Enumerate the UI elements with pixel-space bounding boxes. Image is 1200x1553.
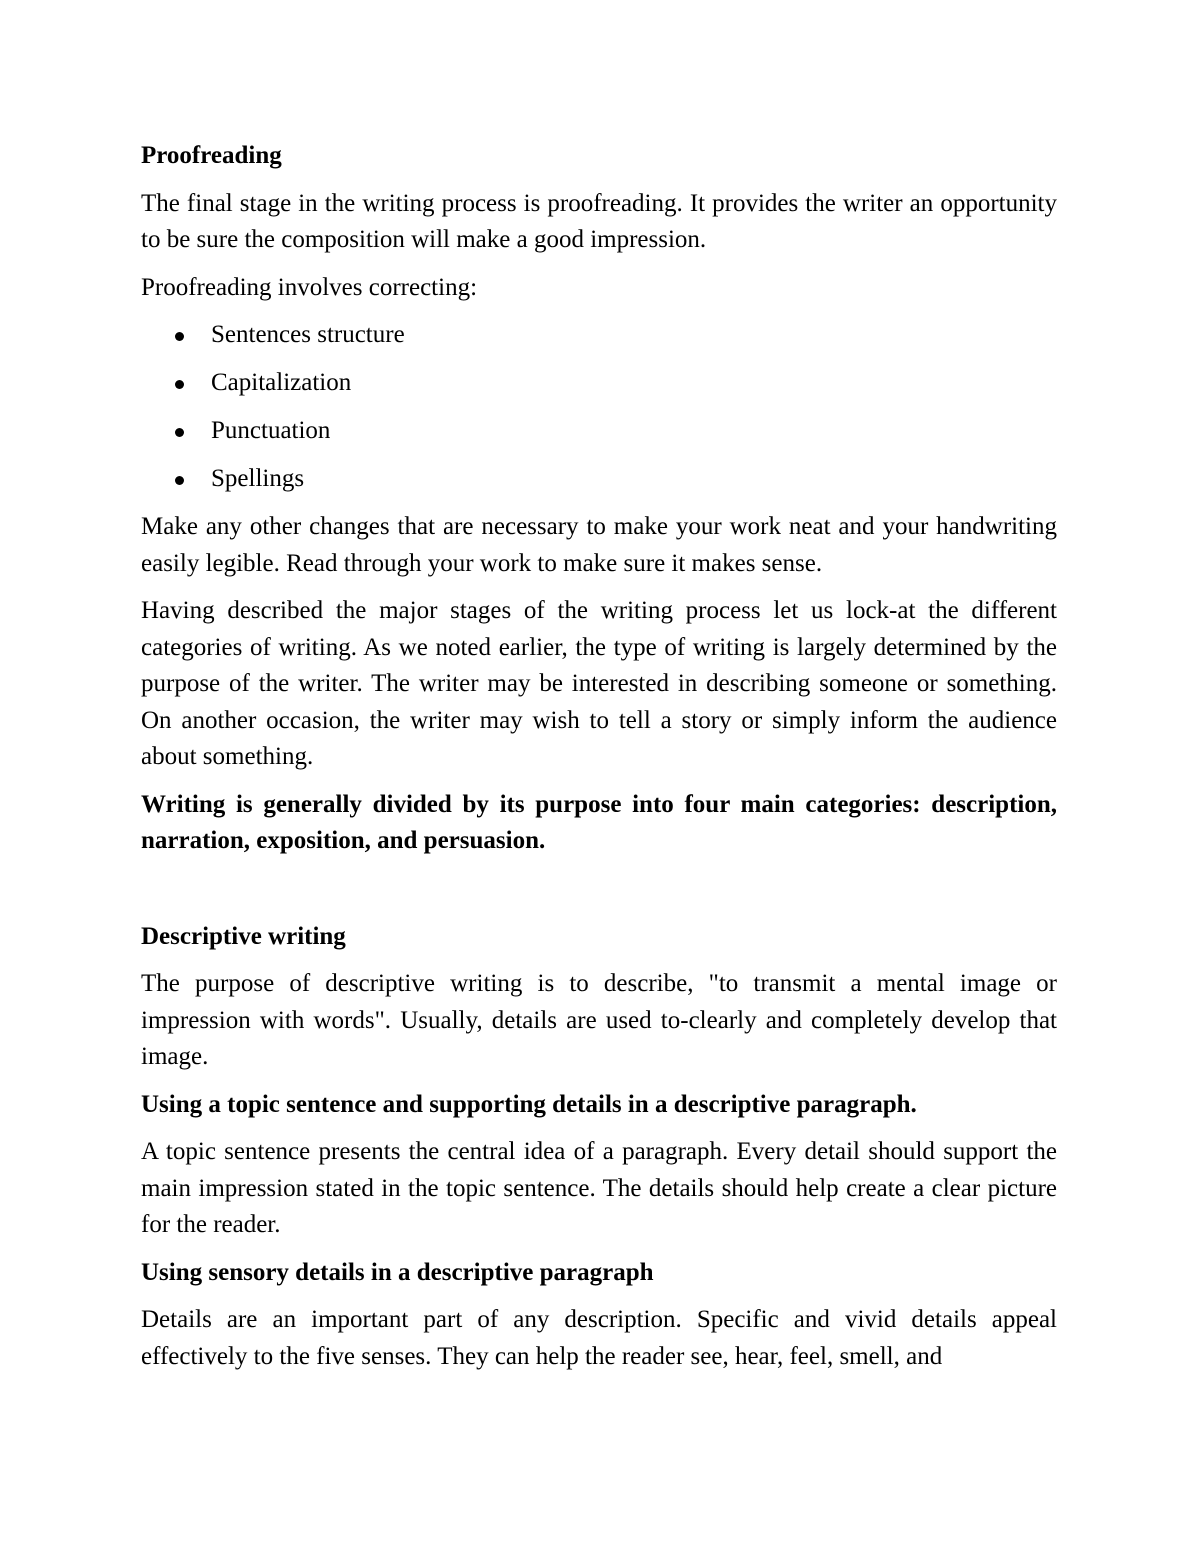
bullet-icon (175, 428, 184, 437)
list-item-label: Punctuation (211, 417, 331, 444)
heading-proofreading: Proofreading (141, 142, 282, 169)
bullet-icon (175, 476, 184, 485)
list-item (141, 461, 1057, 498)
paragraph-topic-sentence: A topic sentence presents the central idea of a paragraph. Every detail should support the main impression stated in the topic sentence. The details should help create a clear picture for the reader. (141, 1138, 1057, 1238)
paragraph-four-categories: Writing is generally divided by its purpose into four main categories: description, narration, exposition, and persuasion. (141, 790, 1057, 854)
bullet-icon (175, 332, 184, 341)
document-body (141, 138, 1057, 1386)
list-item-label: Capitalization (211, 369, 352, 396)
heading-descriptive-writing: Descriptive writing (141, 922, 346, 950)
paragraph-proofreading-involves: Proofreading involves correcting: (141, 273, 478, 301)
bullet-icon (175, 380, 184, 389)
paragraph-writing-stages: Having described the major stages of the writing process let us lock-at the different categories of writing. As we noted earlier, the type of writing is largely determined by the purpose of the writer. The writer may be interested in describing someone or something. On another occasion, the writer may wish to tell a story or simply inform the audience about something. (141, 597, 1057, 770)
paragraph-sensory-details: Details are an important part of any description. Specific and vivid details appeal effectively to the five senses. They can help the reader see, hear, feel, smell, and (141, 1306, 1057, 1370)
list-item (141, 317, 1057, 354)
heading-topic-sentence: Using a topic sentence and supporting details in a descriptive paragraph. (141, 1090, 917, 1118)
list-item (141, 413, 1057, 450)
bullet-list-corrections (141, 317, 1057, 498)
list-item (141, 365, 1057, 402)
paragraph-descriptive-purpose: The purpose of descriptive writing is to describe, "to transmit a mental image or impression with words". Usually, details are used to-clearly and completely develop that image. (141, 970, 1057, 1070)
spacer (141, 871, 1057, 919)
paragraph-make-changes: Make any other changes that are necessary to make your work neat and your handwriting easily legible. Read through your work to make sure it makes sense. (141, 513, 1057, 577)
list-item-label: Spellings (211, 465, 305, 492)
paragraph-proofreading-intro: The final stage in the writing process is proofreading. It provides the writer an opportunity to be sure the composition will make a good impression. (141, 189, 1057, 253)
heading-sensory-details: Using sensory details in a descriptive paragraph (141, 1258, 654, 1286)
list-item-label: Sentences structure (211, 321, 405, 348)
